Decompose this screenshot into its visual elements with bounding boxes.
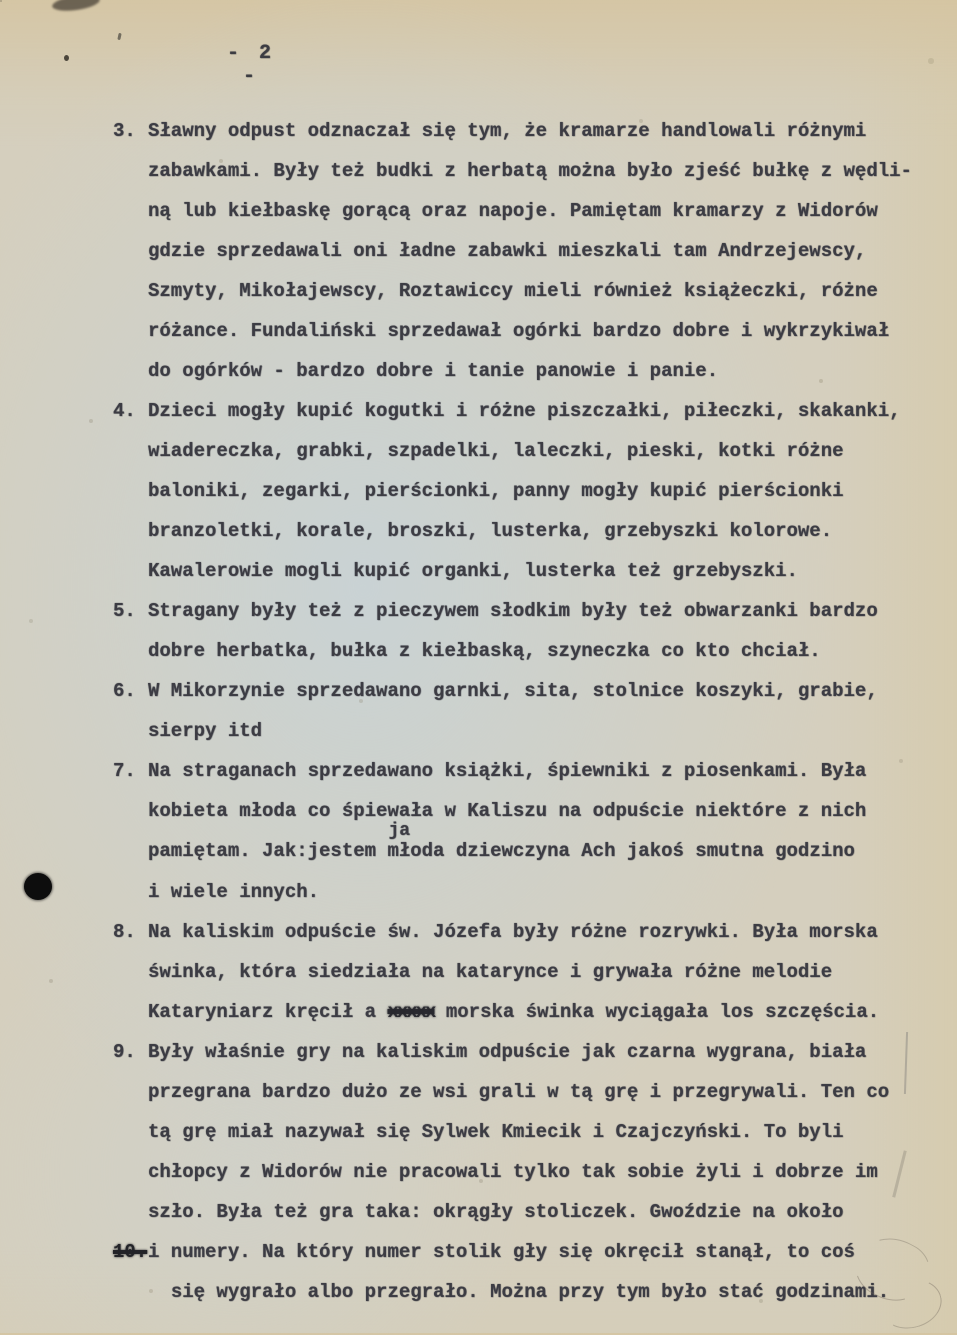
text-segment: morska świnka wyciągała los szczęścia.	[434, 1001, 880, 1023]
list-item	[113, 1232, 925, 1312]
text-line: tą grę miał nazywał się Sylwek Kmiecik i Czajczyński. To byli	[148, 1121, 844, 1143]
struck-out-word: xxxxx	[387, 1001, 435, 1023]
ink-smudge-mark	[51, 0, 100, 13]
text-line: chłopcy z Widorów nie pracowali tylko tak sobie żyli i dobrze im	[148, 1161, 878, 1183]
text-line: baloniki, zegarki, pierścionki, panny mogły kupić pierścionki	[148, 480, 844, 502]
list-item	[113, 671, 925, 751]
text-line: wiadereczka, grabki, szpadelki, laleczki, pieski, kotki różne	[148, 440, 844, 462]
item-lines	[148, 1232, 925, 1312]
list-item	[113, 751, 925, 912]
text-line: Sławny odpust odznaczał się tym, że kramarze handlowali różnymi	[148, 120, 867, 142]
item-lines	[148, 912, 925, 1032]
paper-speck	[64, 55, 69, 61]
list-item	[113, 912, 925, 1032]
item-lines	[148, 751, 925, 912]
text-segment: pamiętam. Jak:jestem	[148, 840, 388, 862]
text-line: Stragany były też z pieczywem słodkim były też obwarzanki bardzo	[148, 600, 878, 622]
item-number: 6.	[113, 680, 136, 702]
item-number: 7.	[113, 760, 136, 782]
item-number: 8.	[113, 921, 136, 943]
text-line: szło. Była też gra taka: okrągły stoliczek. Gwoździe na około	[148, 1201, 844, 1223]
text-line: różance. Fundaliński sprzedawał ogórki bardzo dobre i wykrzykiwał	[148, 320, 890, 342]
item-lines	[148, 671, 925, 751]
text-segment: Kataryniarz kręcił a	[148, 1001, 388, 1023]
text-line: W Mikorzynie sprzedawano garnki, sita, stolnice koszyki, grabie,	[148, 680, 878, 702]
text-line: kobieta młoda co śpiewała w Kaliszu na odpuście niektóre z nich	[148, 800, 867, 822]
text-line: branzoletki, korale, broszki, lusterka, grzebyszki kolorowe.	[148, 520, 833, 542]
text-line: Na kaliskim odpuście św. Józefa były różne rozrywki. Była morska	[148, 921, 878, 943]
hole-punch-mark	[24, 873, 52, 900]
item-lines	[148, 111, 925, 391]
item-lines	[148, 391, 925, 591]
list-item	[113, 591, 925, 671]
text-line: zabawkami. Były też budki z herbatą można było zjeść bułkę z wędli-	[148, 160, 912, 182]
item-number: 3.	[113, 120, 136, 142]
text-line: do ogórków - bardzo dobre i tanie panowie i panie.	[148, 360, 719, 382]
item-number-struck: 10.	[113, 1241, 148, 1263]
text-line: ną lub kiełbaskę gorącą oraz napoje. Pamiętam kramarzy z Widorów	[148, 200, 878, 222]
paper-speck	[117, 33, 121, 40]
text-line: Kawalerowie mogli kupić organki, lusterka też grzebyszki.	[148, 560, 798, 582]
text-line: Dzieci mogły kupić kogutki i różne piszczałki, piłeczki, skakanki,	[148, 400, 901, 422]
typewritten-text-body	[113, 111, 925, 1312]
text-line: się wygrało albo przegrało. Można przy tym było stać godzinami.	[148, 1281, 890, 1303]
item-lines	[148, 591, 925, 671]
list-item	[113, 111, 925, 391]
paper-texture-specks	[0, 0, 2, 2]
text-line: Były właśnie gry na kaliskim odpuście jak czarna wygrana, biała	[148, 1041, 867, 1063]
item-number: 5.	[113, 600, 136, 622]
list-item	[113, 1032, 925, 1232]
text-line: gdzie sprzedawali oni ładne zabawki mieszkali tam Andrzejewscy,	[148, 240, 867, 262]
page-number: - 2 -	[226, 42, 275, 88]
item-number: 9.	[113, 1041, 136, 1063]
text-line: przegrana bardzo dużo ze wsi grali w tą grę i przegrywali. Ten co	[148, 1081, 890, 1103]
text-line: świnka, która siedziała na katarynce i grywała różne melodie	[148, 961, 833, 983]
text-line: pamiętam. Jak:jestem jamłoda dziewczyna Ach jakoś smutna godzino	[148, 821, 855, 862]
item-number: 4.	[113, 400, 136, 422]
text-line	[148, 992, 925, 1032]
text-line: i wiele innych.	[148, 881, 320, 903]
text-line: dobre herbatka, bułka z kiełbaską, szyneczka co kto chciał.	[148, 640, 821, 662]
text-line: Na straganach sprzedawano książki, śpiewniki z piosenkami. Była	[148, 760, 867, 782]
text-line: i numery. Na który numer stolik gły się okręcił stanął, to coś	[148, 1241, 855, 1263]
text-segment: młoda dziewczyna Ach jakoś smutna godzino	[387, 840, 855, 862]
text-line: Szmyty, Mikołajewscy, Roztawiccy mieli również książeczki, różne	[148, 280, 878, 302]
text-line: sierpy itd	[148, 720, 263, 742]
list-item	[113, 391, 925, 591]
item-lines	[148, 1032, 925, 1232]
